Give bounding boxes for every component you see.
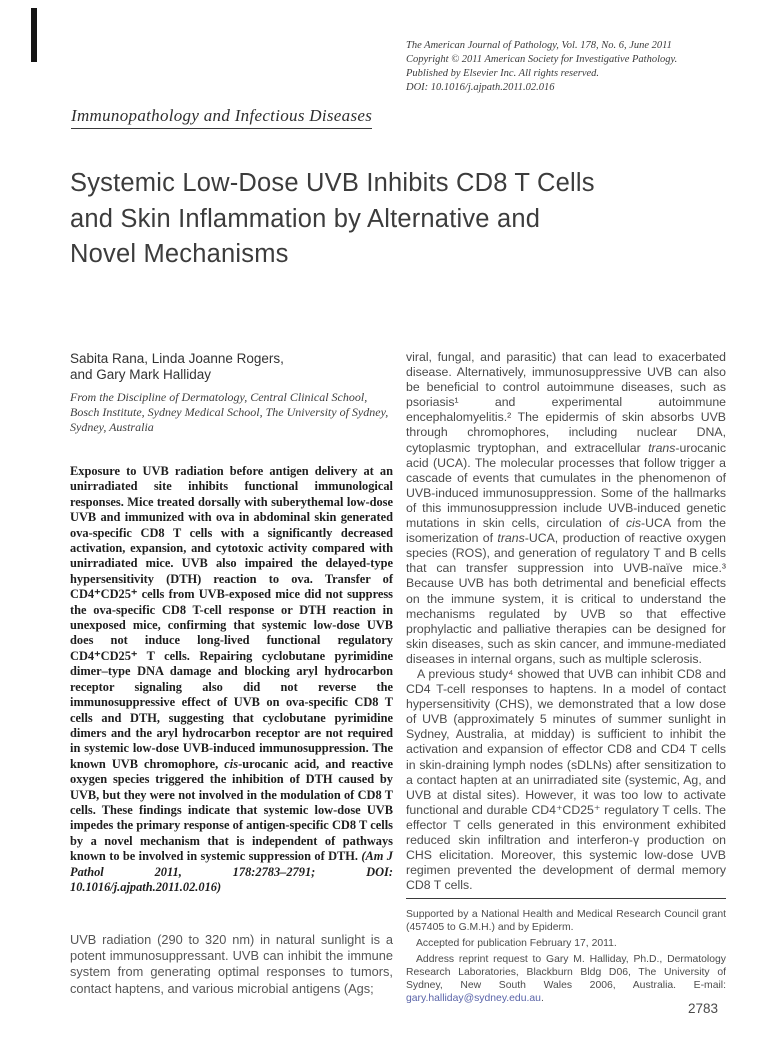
title-line: Novel Mechanisms bbox=[70, 240, 289, 268]
title-line: and Skin Inflammation by Alternative and bbox=[70, 204, 541, 233]
footnote-accepted: Accepted for publication February 17, 2011. bbox=[416, 938, 617, 949]
footnote-support: Supported by a National Health and Medical Research Council grant (457405 to G.M.H.) and by Epiderm. bbox=[406, 909, 726, 933]
footnote-reprint: Address reprint request to Gary M. Halliday, Ph.D., Dermatology Research Laboratories, Blackburn Bldg D06, The University of Sydney, New South Wales 2006, Australia. E-mail: gary.halliday@sydney.edu.au. bbox=[406, 954, 726, 1004]
journal-title-line: The American Journal of Pathology, Vol. 178, No. 6, June 2011 bbox=[406, 40, 672, 51]
author-line: Sabita Rana, Linda Joanne Rogers, bbox=[70, 351, 284, 366]
body-paragraph-1: viral, fungal, and parasitic) that can lead to exacerbated disease. Alternatively, immunosuppressive UVB can also be beneficial to control autoimmune diseases, such as psoriasis¹ and experimental autoimmune encephalomyelitis.² The epidermis of skin absorbs UVB through chromophores, including nuclear DNA, cytoplasmic tryptophan, and extracellular trans-urocanic acid (UCA). The molecular processes that follow trigger a cascade of events that cumulates in the phenomenon of UVB-induced immunosuppression. Some of the hallmarks of this immunosuppression include UVB-induced genetic mutations in skin cells, circulation of cis-UCA from the isomerization of trans-UCA, production of reactive oxygen species (ROS), and generation of regulatory T and B cells that can transfer suppression into UVB-naïve mice.³ Because UVB has both detrimental and beneficial effects on the immune system, it is critical to understand the mechanisms regulated by UVB so that effective prophylactic and palliative therapies can be designed for skin diseases, such as skin cancer, and immune-mediated diseases in internal organs, such as multiple sclerosis. bbox=[406, 350, 727, 666]
publisher-line: Published by Elsevier Inc. All rights reserved. bbox=[406, 68, 600, 79]
affiliation-line: Sydney, Australia bbox=[70, 420, 154, 434]
section-heading-text: Immunopathology and Infectious Diseases bbox=[71, 106, 372, 129]
intro-paragraph: UVB radiation (290 to 320 nm) in natural sunlight is a potent immunosuppressant. UVB can inhibit the immune system from generating optimal responses to tumors, contact haptens, and various microbial antigens (Ags; bbox=[70, 932, 393, 996]
author-line: and Gary Mark Halliday bbox=[70, 366, 212, 382]
affiliation-line: From the Discipline of Dermatology, Central Clinical School, bbox=[70, 390, 368, 404]
scan-edge-mark bbox=[31, 8, 37, 62]
body-paragraph-2: A previous study⁴ showed that UVB can inhibit CD8 and CD4 T-cell responses to haptens. In a model of contact hypersensitivity (CHS), we demonstrated that a low dose of UVB (approximately 5 minutes of summer sunlight in Sydney, Australia, at midday) is sufficient to inhibit the activation and expansion of effector CD8 and CD4 T cells in skin-draining lymph nodes (sDLNs) after sensitization to a contact hapten at an unirradiated site (systemic, Ag, and UVB at distal sites). However, it was too low to activate functional and durable CD4⁺CD25⁺ regulatory T cells. The effector T cells generated in this environment exhibited reduced skin infiltration and interferon-γ production on CHS elicitation. Moreover, this systemic low-dose UVB regimen prevented the development of dermal memory CD8 T cells. bbox=[406, 666, 726, 893]
footnotes bbox=[406, 908, 726, 1008]
footnote-divider bbox=[406, 898, 726, 899]
affiliation bbox=[70, 390, 388, 435]
article-title bbox=[70, 166, 595, 273]
copyright-line: Copyright © 2011 American Society for Investigative Pathology. bbox=[406, 54, 678, 65]
section-heading bbox=[71, 106, 372, 129]
page-number: 2783 bbox=[688, 1001, 719, 1016]
email-link[interactable]: gary.halliday@sydney.edu.au bbox=[406, 993, 541, 1004]
right-column bbox=[406, 350, 726, 893]
author-list bbox=[70, 351, 284, 382]
abstract-paragraph: Exposure to UVB radiation before antigen delivery at an unirradiated site inhibits functional immunological responses. Mice treated dorsally with suberythemal low-dose UVB and immunized with ova in abdominal skin generated ova-specific CD8 T cells with a significantly decreased activation, expansion, and cytotoxic activity compared with unirradiated mice. UVB also impaired the delayed-type hypersensitivity (DTH) reaction to ova. Transfer of CD4⁺CD25⁺ cells from UVB-exposed mice did not suppress the ova-specific CD8 T-cell response or DTH reaction in unexposed mice, confirming that systemic low-dose UVB does not induce long-lived functional regulatory CD4⁺CD25⁺ T cells. Repairing cyclobutane pyrimidine dimer–type DNA damage and blocking aryl hydrocarbon receptor signaling also did not reverse the immunosuppressive effect of UVB on ova-specific CD8 T cells and DTH, suggesting that cyclobutane pyrimidine dimers and the aryl hydrocarbon receptor are not required in systemic low-dose UVB-induced immunosuppression. The known UVB chromophore, cis-urocanic acid, and reactive oxygen species triggered the inhibition of DTH caused by UVB, but they were not involved in the modulation of CD8 T cells. These findings indicate that systemic low-dose UVB impedes the primary response of antigen-specific CD8 T cells by a novel mechanism that is independent of pathways known to be involved in systemic suppression of DTH. (Am J Pathol 2011, 178:2783–2791; DOI: 10.1016/j.ajpath.2011.02.016) bbox=[70, 464, 394, 894]
journal-header bbox=[406, 39, 706, 95]
affiliation-line: Bosch Institute, Sydney Medical School, The University of Sydney, bbox=[70, 405, 389, 419]
doi-line: DOI: 10.1016/j.ajpath.2011.02.016 bbox=[406, 82, 555, 93]
title-line: Systemic Low-Dose UVB Inhibits CD8 T Cells bbox=[70, 169, 595, 197]
